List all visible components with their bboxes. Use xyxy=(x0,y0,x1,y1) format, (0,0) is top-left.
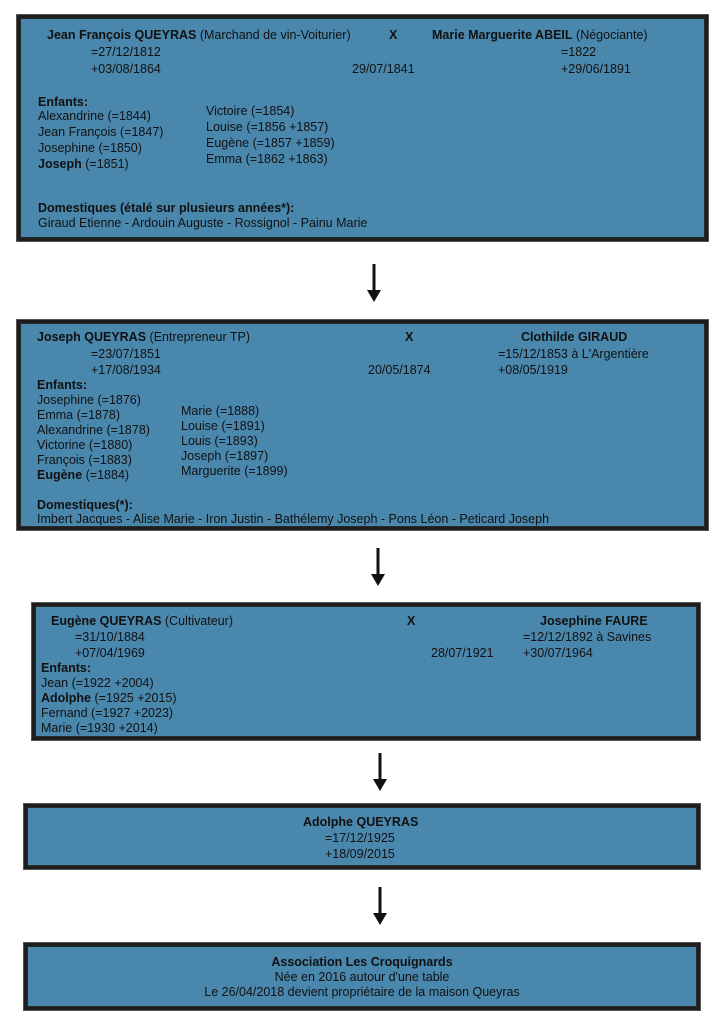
child-jean-francois: Jean François (=1847) xyxy=(38,125,164,139)
child-joseph: Joseph (=1897) xyxy=(181,449,269,463)
children-label: Enfants: xyxy=(38,95,88,109)
child-louise: Louise (=1856 +1857) xyxy=(206,120,329,134)
marriage-date: 28/07/1921 xyxy=(431,646,494,660)
husband-occupation: (Cultivateur) xyxy=(164,614,233,628)
child-louis: Louis (=1893) xyxy=(181,434,258,448)
wife-line xyxy=(432,28,648,43)
child-louise: Louise (=1891) xyxy=(181,419,265,433)
child-victoire: Victoire (=1854) xyxy=(206,104,295,118)
child-alexandrine: Alexandrine (=1844) xyxy=(38,109,151,123)
arrow-down-icon xyxy=(372,887,388,927)
husband-line xyxy=(51,614,233,629)
child-marguerite: Marguerite (=1899) xyxy=(181,464,288,478)
husband-occupation: (Marchand de vin-Voiturier) xyxy=(199,28,351,42)
marriage-x: X xyxy=(407,614,416,628)
servants-list: Imbert Jacques - Alise Marie - Iron Justin - Bathélemy Joseph - Pons Léon - Peticard Joseph xyxy=(37,512,550,526)
child-adolphe: Adolphe (=1925 +2015) xyxy=(41,691,177,705)
child-emma: Emma (=1878) xyxy=(37,408,121,422)
husband-occupation: (Entrepreneur TP) xyxy=(149,330,251,344)
child-marie: Marie (=1930 +2014) xyxy=(41,721,158,735)
child-jean: Jean (=1922 +2004) xyxy=(41,676,154,690)
husband-death: +17/08/1934 xyxy=(91,363,161,377)
wife-name: Josephine FAURE xyxy=(540,614,648,628)
arrow-down-icon xyxy=(372,753,388,793)
person-name: Adolphe QUEYRAS xyxy=(303,815,419,829)
wife-death: +30/07/1964 xyxy=(523,646,593,660)
association-card xyxy=(24,943,700,1010)
husband-name: Joseph QUEYRAS xyxy=(37,330,147,344)
servants-label: Domestiques (étalé sur plusieurs années*): xyxy=(38,201,295,215)
husband-death: +07/04/1969 xyxy=(75,646,145,660)
marriage-x: X xyxy=(389,28,398,42)
child-josephine: Josephine (=1850) xyxy=(38,141,142,155)
husband-line xyxy=(37,330,250,345)
child-eugene: Eugène (=1857 +1859) xyxy=(206,136,335,150)
child-francois: François (=1883) xyxy=(37,453,132,467)
servants-label: Domestiques(*): xyxy=(37,498,133,512)
husband-name: Jean François QUEYRAS xyxy=(47,28,197,42)
child-josephine: Josephine (=1876) xyxy=(37,393,141,407)
husband-birth: =31/10/1884 xyxy=(75,630,145,644)
husband-death: +03/08/1864 xyxy=(91,62,161,76)
person-birth: =17/12/1925 xyxy=(325,831,395,845)
arrow-down-icon xyxy=(366,264,382,304)
wife-birth: =12/12/1892 à Savines xyxy=(523,630,652,644)
arrow-down-icon xyxy=(370,548,386,588)
child-fernand: Fernand (=1927 +2023) xyxy=(41,706,174,720)
marriage-date: 20/05/1874 xyxy=(368,363,431,377)
children-label: Enfants: xyxy=(37,378,87,392)
family-card-generation-1 xyxy=(17,15,708,241)
child-emma: Emma (=1862 +1863) xyxy=(206,152,328,166)
child-alexandrine: Alexandrine (=1878) xyxy=(37,423,150,437)
wife-death: +08/05/1919 xyxy=(498,363,568,377)
wife-occupation: (Négociante) xyxy=(576,28,648,42)
family-card-generation-2 xyxy=(17,320,708,530)
association-founded: Née en 2016 autour d'une table xyxy=(274,970,450,984)
family-card-generation-3 xyxy=(32,603,700,740)
wife-death: +29/06/1891 xyxy=(561,62,631,76)
wife-birth: =1822 xyxy=(561,45,597,59)
association-property: Le 26/04/2018 devient propriétaire de la maison Queyras xyxy=(204,985,520,999)
husband-line xyxy=(47,28,351,43)
child-victorine: Victorine (=1880) xyxy=(37,438,133,452)
child-eugene: Eugène (=1884) xyxy=(37,468,130,482)
child-marie: Marie (=1888) xyxy=(181,404,260,418)
person-card-adolphe xyxy=(24,804,700,869)
children-label: Enfants: xyxy=(41,661,91,675)
servants-list: Giraud Etienne - Ardouin Auguste - Rossignol - Painu Marie xyxy=(38,216,368,230)
husband-birth: =23/07/1851 xyxy=(91,347,161,361)
husband-name: Eugène QUEYRAS xyxy=(51,614,162,628)
wife-name: Clothilde GIRAUD xyxy=(521,330,628,344)
association-title: Association Les Croquignards xyxy=(271,955,453,969)
child-joseph: Joseph (=1851) xyxy=(38,157,129,171)
person-death: +18/09/2015 xyxy=(325,847,395,861)
marriage-x: X xyxy=(405,330,414,344)
marriage-date: 29/07/1841 xyxy=(352,62,415,76)
wife-birth: =15/12/1853 à L'Argentière xyxy=(498,347,649,361)
husband-birth: =27/12/1812 xyxy=(91,45,161,59)
wife-name: Marie Marguerite ABEIL xyxy=(432,28,573,42)
